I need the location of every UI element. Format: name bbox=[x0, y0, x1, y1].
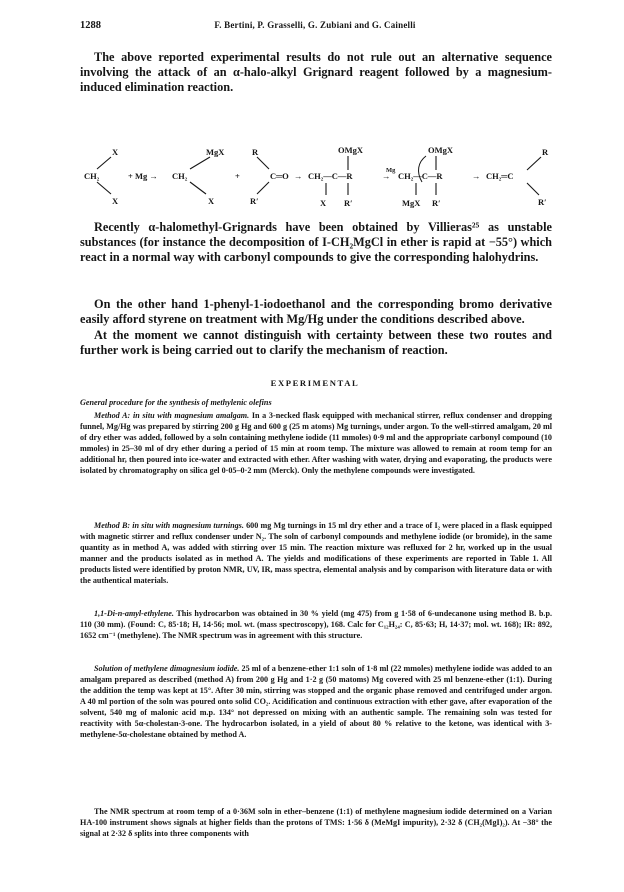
scheme-arrow-3: → bbox=[472, 171, 481, 181]
scheme-bond bbox=[527, 183, 539, 195]
scheme-ch2-2: CH₂ bbox=[172, 171, 188, 181]
general-procedure-text: General procedure for the synthesis of methylenic olefins bbox=[80, 398, 272, 407]
scheme-omgx2: OMgX bbox=[428, 145, 454, 155]
scheme-r1: R bbox=[252, 147, 259, 157]
scheme-plus-mg: + Mg → bbox=[128, 171, 158, 181]
dimagnesium-text: 25 ml of a benzene-ether 1:1 soln of 1·8 ml (22 mmoles) methylene iodide was added to an amalgam prepared as described (method A) from 200 g Hg and 1·2 g (50 matoms) Mg covered with 25 ml benzene-ether (1:1). During the addition the temp was kept at 15°. After 30 min, stirring was stopped and the organic phase removed and centrifuged under argon. A 40 ml portion of the soln was poured onto solid CO₂. Acidification and continuous extraction with ether gave, after evaporation of the solvent, 540 mg of malonic acid m.p. 134° not depressed on mixing with an authentic sample. The remaining soln was tested for reactivity with 5α-cholestan-3-one. The hydrocarbon isolated, in a yield of about 80 % relative to the ketone, was identical with 3-methylene-5α-cholestane obtained by method A. bbox=[80, 664, 552, 739]
scheme-bond bbox=[97, 157, 111, 169]
scheme-bond bbox=[97, 182, 111, 194]
section-title-experimental: EXPERIMENTAL bbox=[270, 378, 360, 388]
scheme-bond bbox=[190, 157, 210, 169]
scheme-bond bbox=[257, 182, 269, 194]
method-b-subtitle: : in situ with magnesium turnings. bbox=[127, 521, 244, 530]
scheme-mgx1: MgX bbox=[206, 147, 225, 157]
scheme-r3-prime: R′ bbox=[432, 198, 441, 208]
scheme-r1-prime: R′ bbox=[250, 196, 259, 206]
scheme-bond bbox=[190, 182, 206, 194]
reaction-scheme bbox=[80, 142, 550, 214]
scheme-ch2-1: CH₂ bbox=[84, 171, 100, 181]
method-a-text: In a 3-necked flask equipped with mechanical stirrer, reflux condenser and dropping funnel, Mg/Hg was prepared by stirring 200 g Hg and 600 g (25 m atoms) Mg turnings, under argon. To the well-stirred amalgam, 20 ml of dry ether was added, followed by a soln containing methylene iodide (11 mmoles) 0·9 ml and the appropriate carbonyl compound (10 mmoles) in 25–30 ml of dry ether during a period of 15 min at room temp. The mixture was allowed to remain at room temp for an additional hr, then poured into ice-water and extracted with ether. After washing with water, drying and evaporating, the products were isolated by chromatography on silica gel 0·05–0·2 mm (Merck). Only the methylene compounds were investigated. bbox=[80, 411, 552, 475]
method-b-label: Method B bbox=[94, 521, 128, 530]
method-a-subtitle: : in situ with magnesium amalgam. bbox=[127, 411, 250, 420]
scheme-x1: X bbox=[112, 147, 119, 157]
scheme-r4-prime: R′ bbox=[538, 197, 547, 207]
reaction-scheme-drawing bbox=[80, 142, 550, 214]
paragraph-styrene: On the other hand 1-phenyl-1-iodoethanol and the corresponding bromo derivative easily afford styrene on treatment with Mg/Hg under the conditions described above. bbox=[80, 297, 552, 327]
scheme-c-o: C═O bbox=[270, 171, 289, 181]
scheme-bond bbox=[257, 157, 269, 169]
scheme-bond bbox=[527, 157, 541, 170]
scheme-r2-prime: R′ bbox=[344, 198, 353, 208]
scheme-omgx1: OMgX bbox=[338, 145, 364, 155]
paragraph-nmr: The NMR spectrum at room temp of a 0·36M soln in ether–benzene (1:1) of methylene magnesium iodide determined on a Varian HA-100 instrument shows signals at higher fields than the protons of TMS: 1·56 δ (MeMgI impurity), 2·32 δ (CH₂(MgI)₂). At −38° the signal at 2·32 δ splits into three components with bbox=[80, 807, 552, 838]
paragraph-alternative-sequence: The above reported experimental results do not rule out an alternative sequence involving the attack of an α-halo-alkyl Grignard reagent followed by a magnesium-induced elimination reaction. bbox=[80, 50, 552, 95]
subheading-general-procedure bbox=[80, 398, 552, 409]
running-header bbox=[80, 20, 550, 34]
scheme-x3: X bbox=[208, 196, 215, 206]
paragraph-diamylethylene bbox=[80, 609, 552, 642]
diamylethylene-label: 1,1-Di-n-amyl-ethylene. bbox=[94, 609, 174, 618]
paragraph-dimagnesium-solution bbox=[80, 664, 552, 741]
method-b-text: 600 mg Mg turnings in 15 ml dry ether and a trace of I₂ were placed in a flask equipped with magnetic stirrer and reflux condenser under N₂. The soln of carbonyl compounds and methylene iodide (or bromide), in the same quantity as in method A, was added with stirring over 15 min. The reaction mixture was refluxed for 2 hr, worked up in the usual manner and the products isolated as in method A. The yields and modifications of these experiments are reported in Table 1. All products listed were identified by proton NMR, UV, IR, mass spectra, elemental analysis and by comparison with literature data or with the authentical materials. bbox=[80, 521, 553, 585]
scheme-x2: X bbox=[112, 196, 119, 206]
scheme-ch2-3: CH₂—C—R bbox=[308, 171, 353, 181]
scheme-arrow-2: → bbox=[382, 171, 391, 181]
running-authors: F. Bertini, P. Grasselli, G. Zubiani and G. Cainelli bbox=[214, 20, 416, 30]
method-a-label: Method A bbox=[94, 411, 128, 420]
scheme-ch2-5: CH₂═C bbox=[486, 171, 514, 181]
scheme-arrow-1: → bbox=[294, 171, 303, 181]
scheme-mgx2: MgX bbox=[402, 198, 421, 208]
scheme-ch2-4: CH₂—C—R bbox=[398, 171, 443, 181]
paragraph-method-a bbox=[80, 411, 552, 477]
page-number: 1288 bbox=[80, 20, 101, 31]
scheme-x4: X bbox=[320, 198, 327, 208]
scheme-mg-label: Mg bbox=[386, 167, 396, 174]
scheme-plus: + bbox=[235, 171, 240, 181]
diamylethylene-text: This hydrocarbon was obtained in 30 % yield (mg 475) from g 1·58 of 6-undecanone using method B. b.p. 110 (30 mm). (Found: C, 85·18; H, 14·56; mol. wt. (mass spectroscopy), 168. Calc for C₁₂H₂₄: C, 85·63; H, 14·37; mol. wt. 168); IR: 892, 1652 cm⁻¹ (methylene). The NMR spectrum was in agreement with this structure. bbox=[80, 609, 552, 640]
dimagnesium-label: Solution of methylene dimagnesium iodide. bbox=[94, 664, 240, 673]
paragraph-mechanism: At the moment we cannot distinguish with certainty between these two routes and further work is being carried out to clarify the mechanism of reaction. bbox=[80, 328, 552, 358]
scheme-r4: R bbox=[542, 147, 549, 157]
paragraph-method-b bbox=[80, 521, 552, 587]
paragraph-villieras: Recently α-halomethyl-Grignards have been obtained by Villieras²⁵ as unstable substances (for instance the decomposition of I-CH₂MgCl in ether is rapid at −55°) which react in a normal way with carbonyl compounds to give the corresponding halohydrins. bbox=[80, 220, 552, 265]
